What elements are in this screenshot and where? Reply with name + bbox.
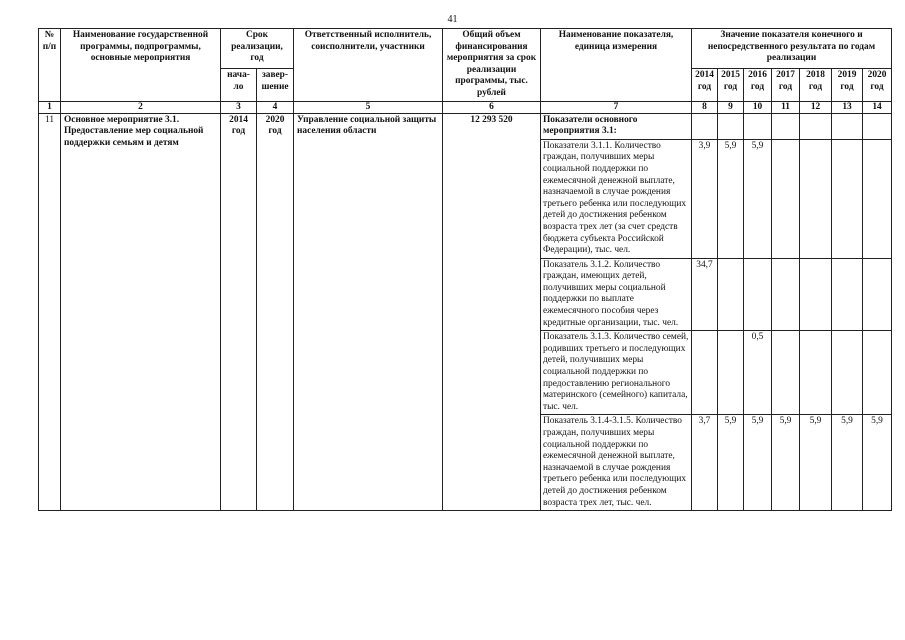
indicator-text: Показатели 3.1.1. Количество граждан, получивших меры социальной поддержки по ежемесячной денежной выплате, назначаемой в случае рождения третьего ребенка или последующих детей до достижения ребенком возраста трех лет (за счет средств бюджета субъекта Российской Федерации), тыс. чел.: [541, 139, 692, 258]
header-name: Наименование государственной программы, подпрограммы, основные мероприятия: [61, 29, 221, 102]
header-year: 2020 год: [863, 69, 892, 101]
column-number: 6: [443, 101, 541, 113]
header-values: Значение показателя конечного и непосредственного результата по годам реализации: [692, 29, 892, 69]
column-number: 12: [800, 101, 832, 113]
start-year: 2014 год: [221, 113, 257, 511]
header-year: 2016 год: [744, 69, 772, 101]
value-cell: [800, 258, 832, 331]
value-cell: 5,9: [744, 139, 772, 258]
value-cell: [832, 258, 863, 331]
column-number: 9: [718, 101, 744, 113]
column-number-row: [39, 101, 892, 113]
column-number: 5: [294, 101, 443, 113]
header-no: № п/п: [39, 29, 61, 102]
column-number: 8: [692, 101, 718, 113]
value-cell: 5,9: [800, 415, 832, 511]
column-number: 2: [61, 101, 221, 113]
value-cell: [772, 139, 800, 258]
value-cell: 5,9: [772, 415, 800, 511]
value-cell: 5,9: [718, 415, 744, 511]
value-cell: [692, 113, 718, 139]
value-cell: 34,7: [692, 258, 718, 331]
header-term-start: нача-ло: [221, 69, 257, 101]
indicator-text: Показатель 3.1.3. Количество семей, родивших третьего и последующих детей, получивших меры социальной поддержки по предоставлению регионального материнского (семейного) капитала, тыс. чел.: [541, 331, 692, 415]
value-cell: 3,9: [692, 139, 718, 258]
column-number: 10: [744, 101, 772, 113]
header-funding: Общий объем финансирования мероприятия за срок реализации программы, тыс. рублей: [443, 29, 541, 102]
value-cell: [772, 331, 800, 415]
program-table: [38, 28, 892, 511]
column-number: 3: [221, 101, 257, 113]
value-cell: [692, 331, 718, 415]
row-number: 11: [39, 113, 61, 511]
header-indicator: Наименование показателя, единица измерения: [541, 29, 692, 102]
value-cell: [718, 113, 744, 139]
value-cell: [718, 331, 744, 415]
value-cell: 5,9: [863, 415, 892, 511]
value-cell: [863, 113, 892, 139]
value-cell: [800, 113, 832, 139]
column-number: 1: [39, 101, 61, 113]
value-cell: 5,9: [718, 139, 744, 258]
value-cell: 5,9: [832, 415, 863, 511]
header-executor: Ответственный исполнитель, соисполнители, участники: [294, 29, 443, 102]
end-year: 2020 год: [257, 113, 294, 511]
page-number: 41: [447, 14, 458, 25]
header-year: 2014 год: [692, 69, 718, 101]
column-number: 13: [832, 101, 863, 113]
value-cell: 0,5: [744, 331, 772, 415]
column-number: 14: [863, 101, 892, 113]
indicators-title: Показатели основного мероприятия 3.1:: [541, 113, 692, 139]
value-cell: 5,9: [744, 415, 772, 511]
value-cell: 3,7: [692, 415, 718, 511]
indicator-text: Показатель 3.1.4-3.1.5. Количество граждан, получивших меры социальной поддержки по ежемесячной денежной выплате, назначаемой в случае рождения третьего ребенка или последующих детей до достижения ребенком возраста трех лет, тыс. чел.: [541, 415, 692, 511]
funding-amount: 12 293 520: [443, 113, 541, 511]
table-row: [39, 113, 892, 139]
value-cell: [744, 113, 772, 139]
header-year: 2019 год: [832, 69, 863, 101]
value-cell: [832, 331, 863, 415]
header-year: 2018 год: [800, 69, 832, 101]
header-row: [39, 29, 892, 69]
value-cell: [744, 258, 772, 331]
value-cell: [772, 113, 800, 139]
header-year: 2017 год: [772, 69, 800, 101]
value-cell: [863, 331, 892, 415]
value-cell: [800, 331, 832, 415]
measure-name: Основное мероприятие 3.1. Предоставление мер социальной поддержки семьям и детям: [61, 113, 221, 511]
executor: Управление социальной защиты населения области: [294, 113, 443, 511]
value-cell: [832, 113, 863, 139]
value-cell: [863, 258, 892, 331]
header-year: 2015 год: [718, 69, 744, 101]
column-number: 4: [257, 101, 294, 113]
value-cell: [800, 139, 832, 258]
value-cell: [718, 258, 744, 331]
column-number: 7: [541, 101, 692, 113]
value-cell: [863, 139, 892, 258]
indicator-text: Показатель 3.1.2. Количество граждан, имеющих детей, получивших меры социальной поддержки по выплате ежемесячного пособия через кредитные организации, тыс. чел.: [541, 258, 692, 331]
column-number: 11: [772, 101, 800, 113]
value-cell: [772, 258, 800, 331]
value-cell: [832, 139, 863, 258]
header-term: Срок реализации, год: [221, 29, 294, 69]
header-term-end: завер-шение: [257, 69, 294, 101]
